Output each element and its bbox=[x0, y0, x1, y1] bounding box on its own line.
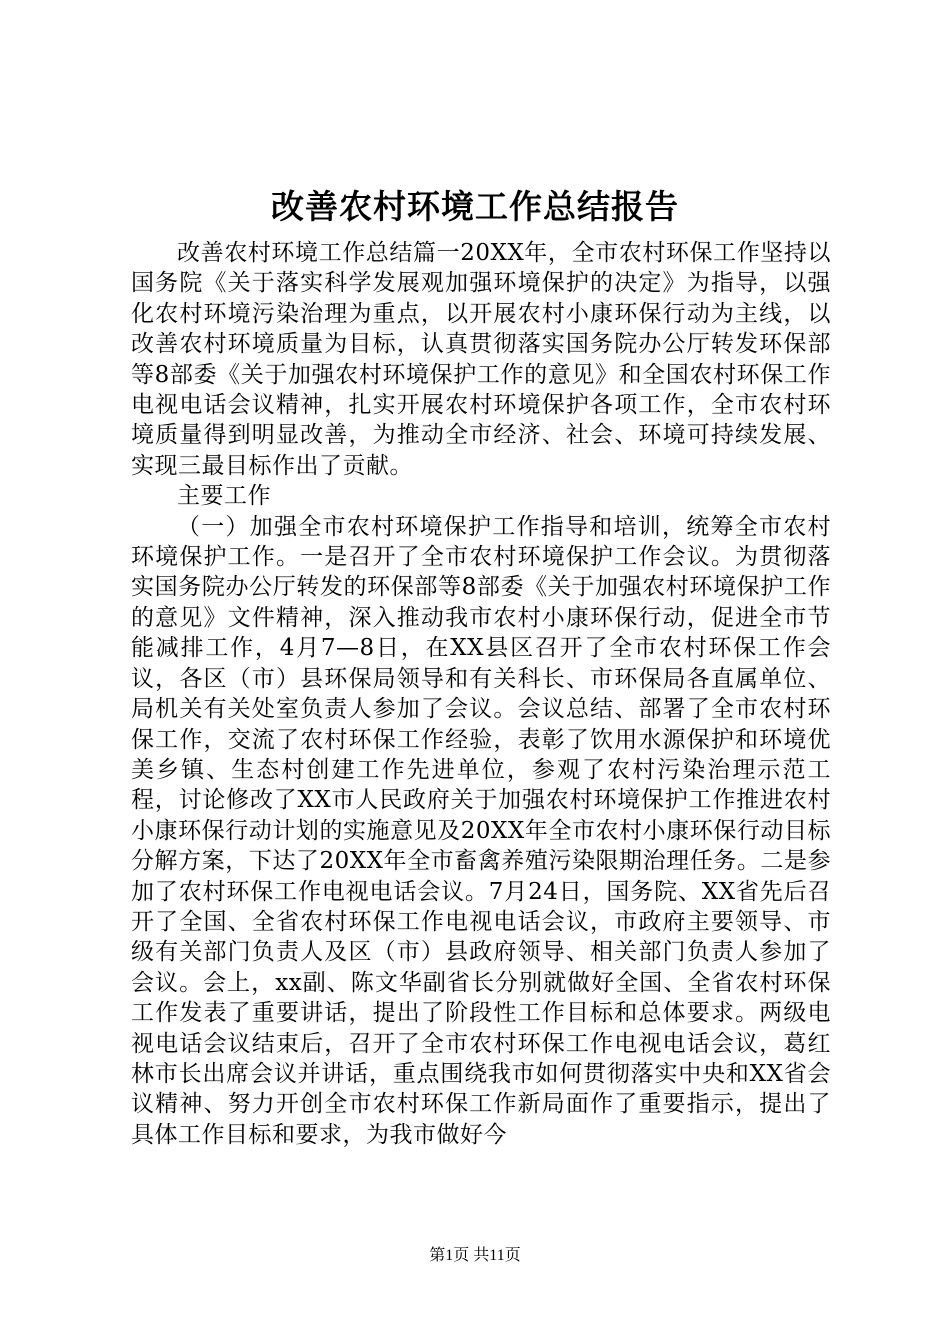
section-heading-main-work: 主要工作 bbox=[177, 483, 271, 510]
paragraph-intro: 改善农村环境工作总结篇一20XX年，全市农村环保工作坚持以国务院《关于落实科学发展观加强环境保护的决定》为指导，以强化农村环境污染治理为重点，以开展农村小康环保行动为主线，以改善农村环境质量为目标，认真贯彻落实国务院办公厅转发环保部等8部委《关于加强农村环境保护工作的意见》和全国农村环保工作电视电话会议精神，扎实开展农村环境保护各项工作，全市农村环境质量得到明显改善，为推动全市经济、社会、环境可持续发展、实现三最目标作出了贡献。 bbox=[131, 240, 831, 479]
document-title: 改善农村环境工作总结报告 bbox=[271, 187, 679, 226]
paragraph-section-one: （一）加强全市农村环境保护工作指导和培训，统筹全市农村环境保护工作。一是召开了全市农村环境保护工作会议。为贯彻落实国务院办公厅转发的环保部等8部委《关于加强农村环境保护工作的意见》文件精神，深入推动我市农村小康环保行动，促进全市节能减排工作，4月7—8日，在XX县区召开了全市农村环保工作会议，各区（市）县环保局领导和有关科长、市环保局各直属单位、局机关有关处室负责人参加了会议。会议总结、部署了全市农村环保工作，交流了农村环保工作经验，表彰了饮用水源保护和环境优美乡镇、生态村创建工作先进单位，参观了农村污染治理示范工程，讨论修改了XX市人民政府关于加强农村环境保护工作推进农村小康环保行动计划的实施意见及20XX年全市农村小康环保行动目标分解方案，下达了20XX年全市畜禽养殖污染限期治理任务。二是参加了农村环保工作电视电话会议。7月24日，国务院、XX省先后召开了全国、全省农村环保工作电视电话会议，市政府主要领导、市级有关部门负责人及区（市）县政府领导、相关部门负责人参加了会议。会上，xx副、陈文华副省长分别就做好全国、全省农村环保工作发表了重要讲话，提出了阶段性工作目标和总体要求。两级电视电话会议结束后，召开了全市农村环保工作电视电话会议，葛红林市长出席会议并讲话，重点围绕我市如何贯彻落实中央和XX省会议精神、努力开创全市农村环保工作新局面作了重要指示，提出了具体工作目标和要求，为我市做好今 bbox=[131, 513, 831, 1148]
document-body bbox=[131, 238, 831, 1150]
page-footer: 第1页 共11页 bbox=[429, 1247, 521, 1264]
